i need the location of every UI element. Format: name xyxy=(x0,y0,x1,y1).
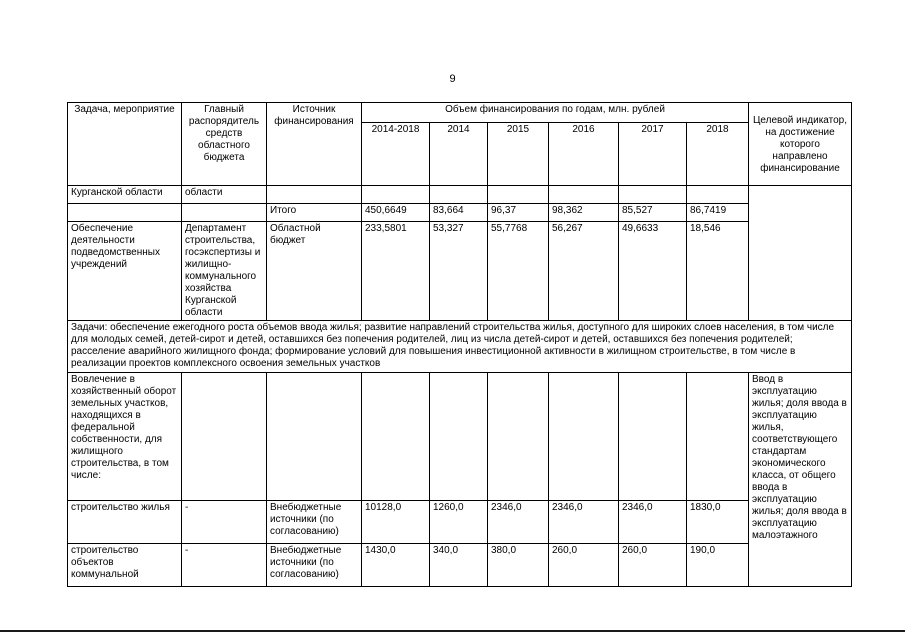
tasks-row xyxy=(68,321,852,373)
source-cell: Областной бюджет xyxy=(267,222,362,321)
task-cell: Вовлечение в хозяйственный оборот земельных участков, находящихся в федеральной собственности, для жилищного строительства, в том числе: xyxy=(68,373,182,501)
administrator-cell: Департамент строительства, госэкспертизы и жилищно-коммунального хозяйства Курганской области xyxy=(182,222,267,321)
value-cell: 380,0 xyxy=(488,544,549,587)
indicator-cell: Ввод в эксплуатацию жилья; доля ввода в эксплуатацию жилья, соответствующего стандартам экономического класса, от общего ввода в эксплуатацию жилья; доля ввода в эксплуатацию малоэтажного xyxy=(749,373,852,587)
source-cell: Внебюджетные источники (по согласованию) xyxy=(267,544,362,587)
header-indicator: Целевой индикатор, на достижение которого направлено финансирование xyxy=(749,103,852,186)
value-cell: 56,267 xyxy=(549,222,619,321)
value-cell: 2346,0 xyxy=(549,501,619,544)
value-cell: 260,0 xyxy=(549,544,619,587)
value-cell: 10128,0 xyxy=(362,501,430,544)
value-cell: 260,0 xyxy=(619,544,687,587)
value-cell: 83,664 xyxy=(430,204,488,222)
value-cell: 98,362 xyxy=(549,204,619,222)
utility-row xyxy=(68,544,852,587)
total-label: Итого xyxy=(267,204,362,222)
total-row xyxy=(68,204,852,222)
task-cell: Курганской области xyxy=(68,186,182,204)
value-cell: 18,546 xyxy=(687,222,749,321)
value-cell: 190,0 xyxy=(687,544,749,587)
value-cell: 233,5801 xyxy=(362,222,430,321)
year-header: 2018 xyxy=(687,123,749,186)
value-cell: 53,327 xyxy=(430,222,488,321)
financing-table xyxy=(67,102,852,587)
administrator-cell: - xyxy=(182,544,267,587)
header-task: Задача, мероприятие xyxy=(68,103,182,186)
value-cell: 96,37 xyxy=(488,204,549,222)
year-header: 2014 xyxy=(430,123,488,186)
involvement-row xyxy=(68,373,852,501)
task-cell: строительство объектов коммунальной xyxy=(68,544,182,587)
tasks-text: Задачи: обеспечение ежегодного роста объемов ввода жилья; развитие направлений строительства жилья, доступного для широких слоев населения, в том числе для молодых семей, детей-сирот и детей, оставшихся без попечения родителей, лиц из числа детей-сирот и детей, оставшихся без попечения родителей; расселение аварийного жилищного фонда; формирование условий для повышения инвестиционной активности в жилищном строительстве, в том числе в реализации проектов комплексного освоения земельных участков xyxy=(68,321,852,373)
header-row xyxy=(68,103,852,123)
administrator-cell: - xyxy=(182,501,267,544)
housing-row xyxy=(68,501,852,544)
administrator-cell: области xyxy=(182,186,267,204)
header-source: Источник финансирования xyxy=(267,103,362,186)
page-bottom-rule xyxy=(0,630,905,632)
header-volume: Объем финансирования по годам, млн. рублей xyxy=(362,103,749,123)
value-cell: 2346,0 xyxy=(488,501,549,544)
value-cell: 1430,0 xyxy=(362,544,430,587)
value-cell: 450,6649 xyxy=(362,204,430,222)
source-cell: Внебюджетные источники (по согласованию) xyxy=(267,501,362,544)
task-cell: строительство жилья xyxy=(68,501,182,544)
page-number: 9 xyxy=(449,73,456,85)
value-cell: 340,0 xyxy=(430,544,488,587)
support-row xyxy=(68,222,852,321)
year-header: 2017 xyxy=(619,123,687,186)
task-cell: Обеспечение деятельности подведомственных учреждений xyxy=(68,222,182,321)
value-cell: 1830,0 xyxy=(687,501,749,544)
value-cell: 49,6633 xyxy=(619,222,687,321)
continuation-row xyxy=(68,186,852,204)
value-cell: 1260,0 xyxy=(430,501,488,544)
value-cell: 85,527 xyxy=(619,204,687,222)
header-administrator: Главный распорядитель средств областного бюджета xyxy=(182,103,267,186)
year-header: 2016 xyxy=(549,123,619,186)
year-header: 2015 xyxy=(488,123,549,186)
year-header: 2014-2018 xyxy=(362,123,430,186)
value-cell: 2346,0 xyxy=(619,501,687,544)
value-cell: 86,7419 xyxy=(687,204,749,222)
indicator-cell xyxy=(749,186,852,321)
value-cell: 55,7768 xyxy=(488,222,549,321)
